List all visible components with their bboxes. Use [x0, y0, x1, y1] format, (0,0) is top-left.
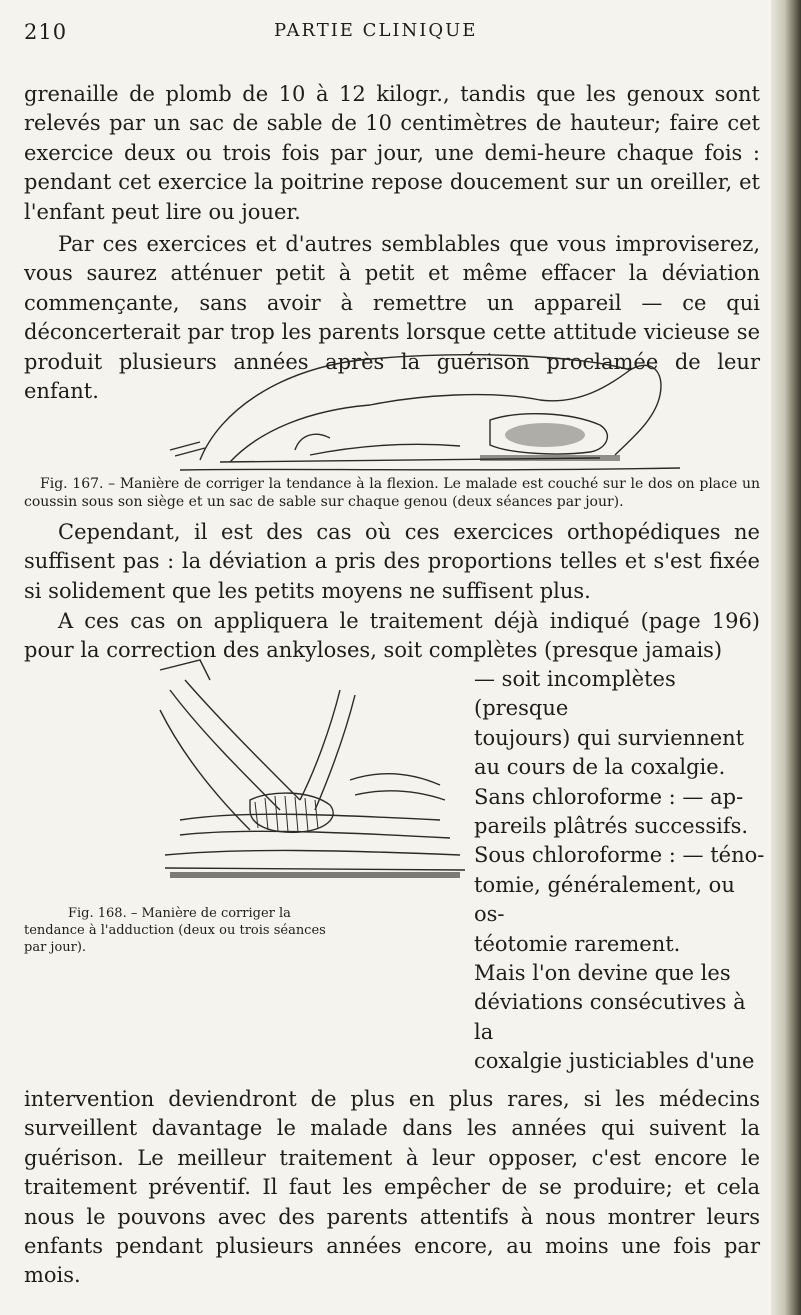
paragraph-5-line: téotomie rarement. — [474, 931, 681, 956]
paragraph-5-line: coxalgie justiciables d'une — [474, 1049, 755, 1074]
figure-167-caption: Fig. 167. – Manière de corriger la tendance à la flexion. Le malade est couché sur le dos on place un coussin sous son siège et un sac de sable sur chaque genou (deux séances par jour). — [24, 476, 760, 510]
paragraph-5-line: toujours) qui surviennent — [474, 725, 745, 750]
page-number: 210 — [24, 20, 68, 44]
paragraph-5-line: Sans chloroforme : — ap- — [474, 784, 744, 809]
paragraph-6: intervention deviendront de plus en plus rares, si les médecins surveillent davantage le malade dans les années qui suivent la guérison. Le meilleur traitement à leur opposer, c'est encore le traitement préventif. Il faut les empêcher de se produire; et cela nous le pouvons avec des parents attentifs à nous montrer leurs enfants pendant plusieurs années encore, au moins une fois par mois. — [24, 1087, 760, 1288]
figure-168-caption: Fig. 168. – Manière de corriger la tendance à l'adduction (deux ou trois séances par jour). — [24, 906, 326, 955]
paragraph-5-line: tomie, généralement, ou os- — [474, 872, 735, 927]
paragraph-4: A ces cas on appliquera le traitement déjà indiqué (page 196) pour la correction des ankyloses, soit complètes (presque jamais) — [24, 609, 760, 663]
figure-168-illustration — [140, 650, 480, 895]
paragraph-5-line: pareils plâtrés successifs. — [474, 814, 749, 839]
paragraph-5-line: — soit incomplètes (presque — [474, 667, 676, 721]
paragraph-2: Par ces exercices et d'autres semblables que vous improviserez, vous saurez atténuer petit à petit et même effacer la déviation commençante, sans avoir à remettre un appareil — ce qui déconcerterait par trop les parents lorsque cette attitude vicieuse se produit plusieurs années après la guérison proclamée de leur enfant. — [24, 232, 760, 404]
page-header — [24, 20, 764, 50]
paragraph-3: Cependant, il est des cas où ces exercices orthopédiques ne suffisent pas : la déviation a pris des proportions telles et s'est fixée si solidement que les petits moyens ne suffisent plus. — [24, 520, 760, 603]
paragraph-5-line: déviations consécutives à la — [474, 990, 746, 1044]
page-edge-shadow — [771, 0, 801, 1315]
paragraph-1: grenaille de plomb de 10 à 12 kilogr., tandis que les genoux sont relevés par un sac de sable de 10 centimètres de hauteur; faire cet exercice deux ou trois fois par jour, une demi-heure chaque fois : pendant cet exercice la poitrine repose doucement sur un oreiller, et l'enfant peut lire ou jouer. — [24, 82, 760, 224]
paragraph-5-line: Sous chloroforme : — téno- — [474, 843, 765, 868]
running-head: PARTIE CLINIQUE — [274, 20, 478, 41]
paragraph-5-line: au cours de la coxalgie. — [474, 755, 726, 780]
paragraph-5-line: Mais l'on devine que les — [474, 961, 731, 986]
figure-167-illustration — [160, 350, 690, 480]
paragraph-5 — [474, 665, 766, 1077]
